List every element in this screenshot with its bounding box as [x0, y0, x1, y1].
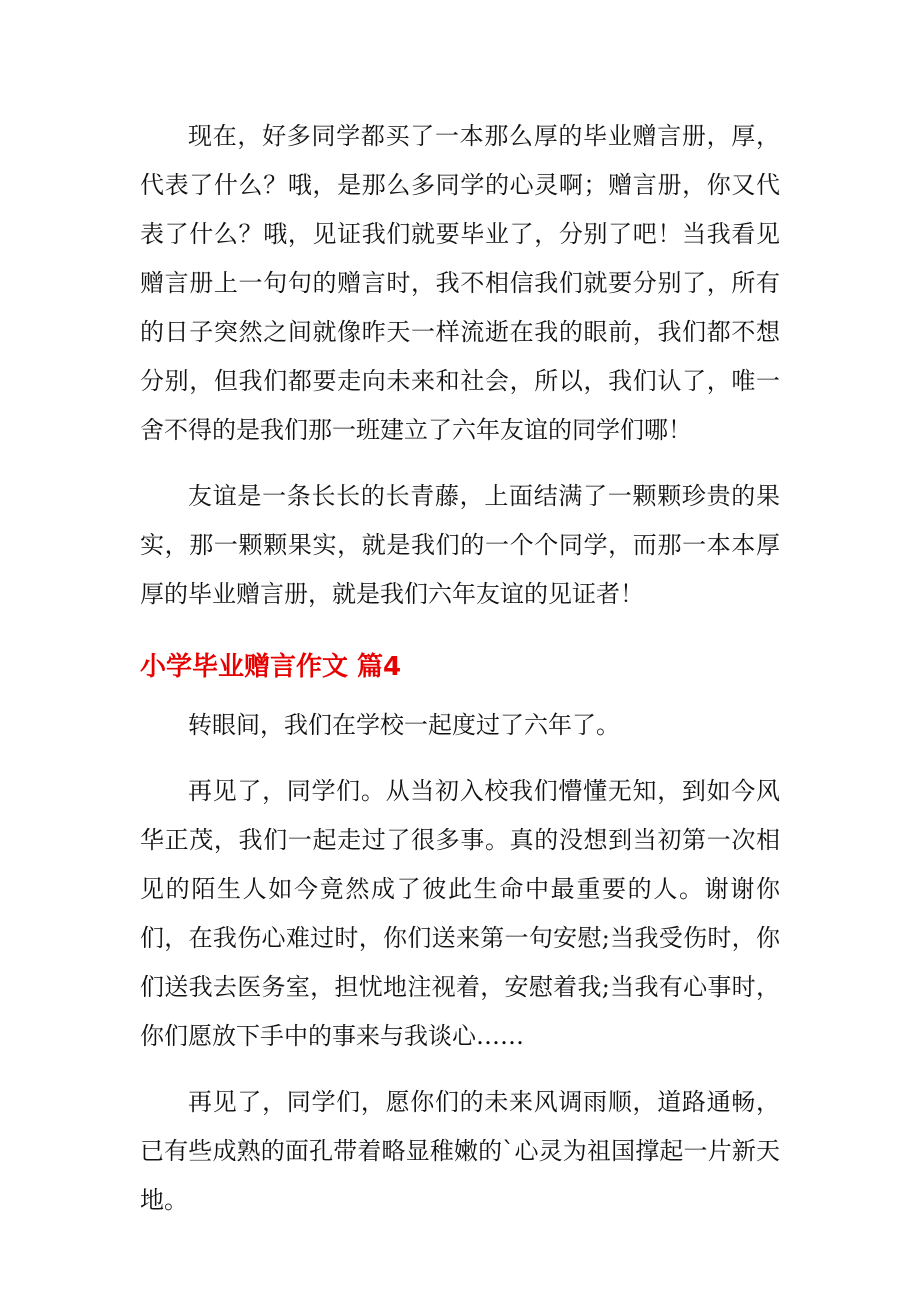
- section-heading: 小学毕业赠言作文 篇4: [140, 652, 402, 682]
- document-body: [140, 112, 780, 1225]
- paragraph-goodbye-classmates: 再见了，同学们。从当初入校我们懵懂无知，到如今风华正茂，我们一起走过了很多事。真的没想到当初第一次相见的陌生人如今竟然成了彼此生命中最重要的人。谢谢你们，在我伤心难过时，你们送来第一句安慰;当我受伤时，你们送我去医务室，担忧地注视着，安慰着我;当我有心事时，你们愿放下手中的事来与我谈心……: [140, 777, 780, 1050]
- paragraph-friendship-vine: 友谊是一条长长的长青藤，上面结满了一颗颗珍贵的果实，那一颗颗果实，就是我们的一个个同学，而那一本本厚厚的毕业赠言册，就是我们六年友谊的见证者！: [140, 482, 780, 608]
- paragraph-future-wishes: 再见了，同学们，愿你们的未来风调雨顺，道路通畅，已有些成熟的面孔带着略显稚嫩的`心灵为祖国撑起一片新天地。: [140, 1088, 780, 1214]
- paragraph-friends-memory-book: 现在，好多同学都买了一本那么厚的毕业赠言册，厚，代表了什么？哦，是那么多同学的心灵啊；赠言册，你又代表了什么？哦，见证我们就要毕业了，分别了吧！当我看见赠言册上一句句的赠言时，我不相信我们就要分别了，所有的日子突然之间就像昨天一样流逝在我的眼前，我们都不想分别，但我们都要走向未来和社会，所以，我们认了，唯一舍不得的是我们那一班建立了六年友谊的同学们哪！: [140, 122, 780, 444]
- paragraph-six-years: 转眼间，我们在学校一起度过了六年了。: [188, 711, 620, 739]
